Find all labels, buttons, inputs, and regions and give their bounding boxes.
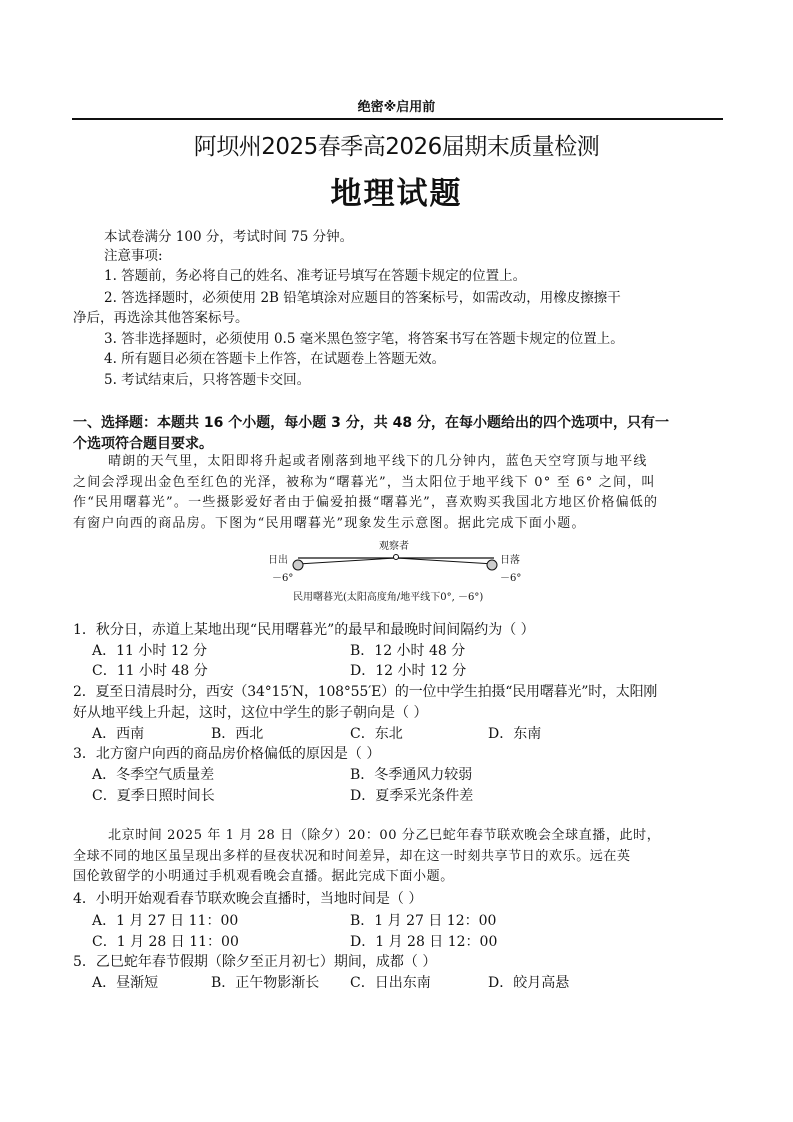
note-item: 4. 所有题目必须在答题卡上作答，在试题卷上答题无效。	[104, 351, 446, 367]
q2-option-d: D．东南	[488, 726, 542, 742]
sunrise-label: 日出	[268, 555, 288, 566]
note-item: 1. 答题前，务必将自己的姓名、准考证号填写在答题卡规定的位置上。	[104, 268, 527, 284]
note-item: 2. 答选择题时，必须使用 2B 铅笔填涂对应题目的答案标号，如需改动，用橡皮擦擦干	[104, 290, 621, 306]
q3-option-a: A．冬季空气质量差	[92, 767, 215, 783]
q4-option-d: D．1 月 28 日 12：00	[350, 934, 498, 950]
q5-option-b: B．正午物影渐长	[211, 975, 320, 991]
q1-option-d: D．12 小时 12 分	[350, 663, 467, 679]
q3-option-b: B．冬季通风力较弱	[350, 767, 473, 783]
angle-left-label: －6°	[272, 573, 294, 584]
question-3-stem: 3．北方窗户向西的商品房价格偏低的原因是（ ）	[73, 746, 381, 762]
question-1-stem: 1．秋分日，赤道上某地出现“民用曙暮光”的最早和最晚时间间隔约为（ ）	[73, 622, 535, 638]
section-heading-cont: 个选项符合题目要求。	[73, 436, 213, 452]
q4-option-a: A．1 月 27 日 11：00	[92, 913, 239, 929]
q5-option-d: D．皎月高悬	[488, 975, 570, 991]
sunset-label: 日落	[500, 555, 520, 566]
question-5-stem: 5．乙巳蛇年春节假期（除夕至正月初七）期间，成都（ ）	[73, 954, 437, 970]
q2-option-b: B．西北	[211, 726, 264, 742]
q5-option-a: A．昼渐短	[92, 975, 159, 991]
q2-option-a: A．西南	[92, 726, 145, 742]
q3-option-d: D．夏季采光条件差	[350, 788, 474, 804]
subject-title: 地理试题	[330, 176, 463, 212]
q1-option-a: A．11 小时 12 分	[92, 643, 208, 659]
passage-line: 作“民用曙暮光”。一些摄影爱好者由于偏爱拍摄“曙暮光”，喜欢购买我国北方地区价格偏低的	[73, 495, 659, 510]
q2-option-c: C．东北	[350, 726, 403, 742]
angle-right-label: －6°	[500, 573, 522, 584]
sun-icon-left	[293, 560, 303, 570]
exam-title: 阿坝州2025春季高2026届期末质量检测	[193, 134, 600, 160]
passage-line: 晴朗的天气里，太阳即将升起或者刚落到地平线下的几分钟内，蓝色天空穹顶与地平线	[108, 454, 648, 469]
q4-option-c: C．1 月 28 日 11：00	[92, 934, 239, 950]
confidential-label: 绝密※启用前	[357, 100, 436, 115]
sun-icon-right	[487, 560, 497, 570]
question-2-stem-cont: 好从地平线上升起，这时，这位中学生的影子朝向是（ ）	[73, 705, 428, 721]
passage2-line: 全球不同的地区虽呈现出多样的昼夜状况和时间差异，却在这一时刻共享节日的欢乐。远在英	[73, 849, 631, 864]
passage-line: 有窗户向西的商品房。下图为“民用曙暮光”现象发生示意图。据此完成下面小题。	[73, 516, 586, 531]
observer-point	[394, 555, 399, 560]
notes-heading: 注意事项:	[104, 248, 163, 264]
note-item: 3. 答非选择题时，必须使用 0.5 毫米黑色签字笔，将答案书写在答题卡规定的位置上。	[104, 331, 624, 347]
note-item: 净后，再选涂其他答案标号。	[73, 310, 249, 326]
left-sight-line	[298, 558, 396, 564]
q4-option-b: B．1 月 27 日 12：00	[350, 913, 497, 929]
note-item: 5. 考试结束后，只将答题卡交回。	[104, 372, 311, 388]
q1-option-c: C．11 小时 48 分	[92, 663, 208, 679]
observer-label: 观察者	[379, 541, 409, 552]
q1-option-b: B．12 小时 48 分	[350, 643, 466, 659]
q3-option-c: C．夏季日照时间长	[92, 788, 215, 804]
header-rule	[72, 118, 723, 120]
right-sight-line	[396, 558, 494, 564]
passage2-line: 国伦敦留学的小明通过手机观看晚会直播。据此完成下面小题。	[73, 869, 454, 884]
exam-intro: 本试卷满分 100 分，考试时间 75 分钟。	[104, 229, 354, 245]
diagram-caption: 民用曙暮光(太阳高度角/地平线下0°, －6°)	[293, 592, 484, 603]
section-heading: 一、选择题：本题共 16 个小题，每小题 3 分，共 48 分，在每小题给出的四个选项中，只有一	[73, 415, 669, 431]
q5-option-c: C．日出东南	[350, 975, 431, 991]
passage-line: 之间会浮现出金色至红色的光泽，被称为“曙暮光”，当太阳位于地平线下 0° 至 6° 之间，叫	[73, 475, 656, 490]
question-4-stem: 4．小明开始观看春节联欢晚会直播时，当地时间是（ ）	[73, 891, 423, 907]
question-2-stem: 2．夏至日清晨时分，西安（34°15′N，108°55′E）的一位中学生拍摄“民用曙暮光”时，太阳刚	[73, 684, 658, 700]
passage2-line: 北京时间 2025 年 1 月 28 日（除夕）20：00 分乙巳蛇年春节联欢晚会全球直播，此时，	[108, 828, 661, 843]
